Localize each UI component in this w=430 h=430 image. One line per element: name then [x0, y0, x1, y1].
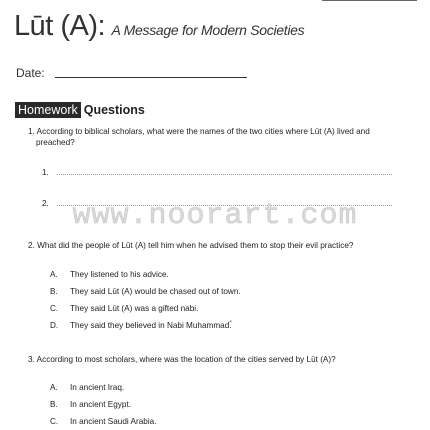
- answer-line-2-label: 2.: [42, 199, 49, 208]
- question-3: [28, 354, 418, 365]
- option-text: In ancient Egypt.: [70, 400, 131, 409]
- question-3-option-b[interactable]: [50, 400, 131, 409]
- question-1-number: 1.: [28, 127, 35, 136]
- option-text: In ancient Iraq.: [70, 383, 125, 392]
- title-subtitle: A Message for Modern Societies: [111, 22, 305, 38]
- question-3-number: 3.: [28, 355, 35, 364]
- option-letter: A.: [50, 383, 58, 392]
- question-2-option-a[interactable]: [50, 270, 169, 279]
- option-text: They said Lūt (A) would be chased out of town.: [70, 287, 241, 296]
- date-field-line[interactable]: [55, 77, 247, 78]
- answer-line-1-label: 1.: [42, 168, 49, 177]
- option-text: They listened to his advice.: [70, 270, 169, 279]
- question-1-text-line2: preached?: [36, 138, 75, 147]
- question-1-text-line1: According to biblical scholars, what were the names of the two cities where Lūt (A) lived and: [36, 127, 370, 136]
- question-2-number: 2.: [28, 241, 35, 250]
- option-text: In ancient Saudi Arabia.: [70, 417, 157, 426]
- date-row: [16, 66, 247, 80]
- question-3-option-c[interactable]: [50, 417, 156, 426]
- option-letter: D.: [50, 321, 59, 330]
- question-3-text: According to most scholars, where was the location of the cities served by Lūt (A)?: [36, 355, 336, 364]
- question-2-option-d[interactable]: [50, 321, 232, 331]
- watermark: www.noorart.com: [72, 199, 358, 233]
- answer-line-2[interactable]: [42, 199, 392, 208]
- answer-line-2-field[interactable]: [57, 205, 392, 206]
- question-2: [28, 240, 418, 251]
- page-title: [14, 10, 304, 43]
- title-main: Lūt (A):: [14, 10, 106, 42]
- date-label: Date:: [16, 66, 45, 80]
- option-letter: B.: [50, 287, 58, 296]
- option-letter: A.: [50, 270, 58, 279]
- question-3-option-a[interactable]: [50, 383, 124, 392]
- question-2-option-c[interactable]: [50, 304, 198, 313]
- question-2-text: What did the people of Lūt (A) tell him when he advised them to stop their evil practice?: [37, 241, 354, 250]
- option-letter: C.: [50, 417, 59, 426]
- option-letter: B.: [50, 400, 58, 409]
- answer-line-1-field[interactable]: [57, 174, 392, 175]
- section-heading: [15, 102, 145, 118]
- option-text: They said they believed in Nabi Muhammadؐ.: [70, 321, 232, 330]
- option-text: They said Lūt (A) was a gifted nabi.: [70, 304, 199, 313]
- question-2-option-b[interactable]: [50, 287, 241, 296]
- questions-label: Questions: [83, 103, 145, 117]
- answer-line-1[interactable]: [42, 168, 392, 177]
- homework-highlight: Homework: [15, 102, 81, 118]
- top-rule: [322, 0, 417, 1]
- question-1: [28, 126, 408, 148]
- option-letter: C.: [50, 304, 59, 313]
